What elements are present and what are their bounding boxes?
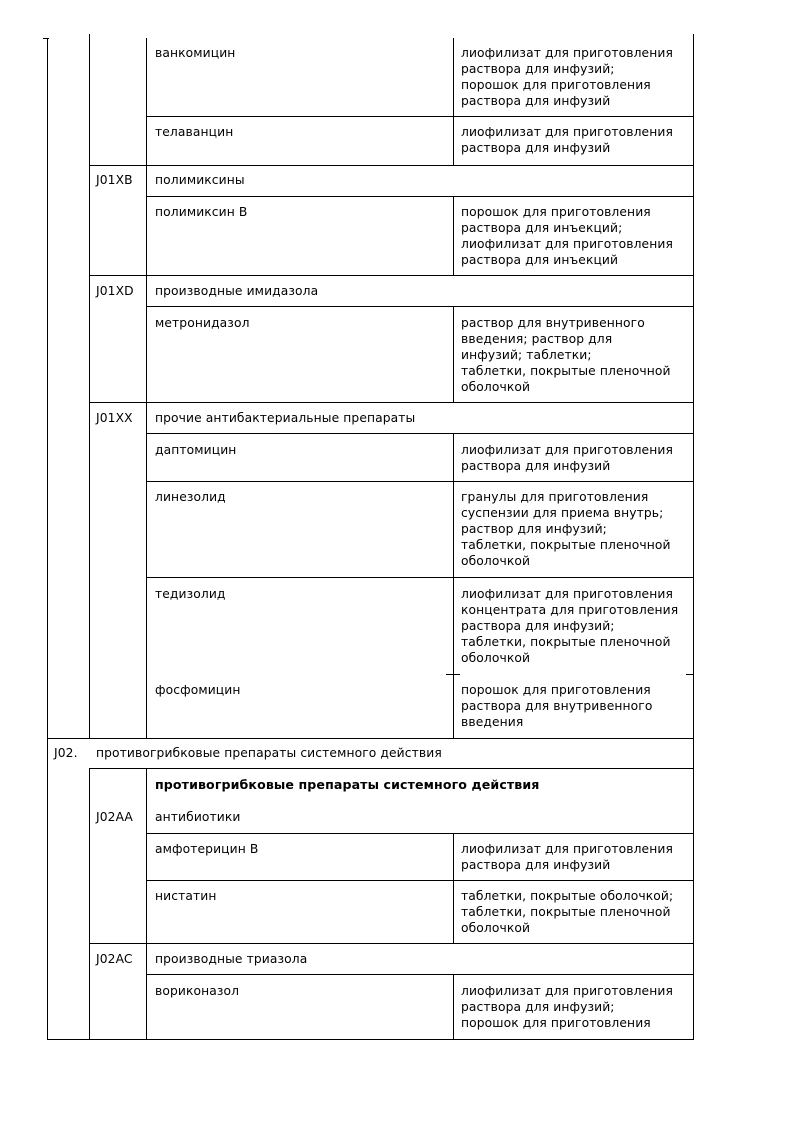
- dosage-form: таблетки, покрытые оболочкой; таблетки, покрытые пленочной оболочкой: [461, 889, 674, 935]
- row-divider: [89, 275, 694, 276]
- drug-name: нистатин: [155, 889, 217, 903]
- group-name: производные имидазола: [155, 284, 319, 298]
- row-divider: [146, 306, 694, 307]
- row-divider: [89, 402, 694, 403]
- group-name: противогрибковые препараты системного действия: [96, 746, 442, 760]
- atc-code: J02AA: [96, 810, 133, 824]
- row-divider: [146, 974, 694, 975]
- row-divider: [89, 768, 694, 769]
- dosage-form: лиофилизат для приготовления раствора для инфузий: [461, 125, 673, 155]
- dosage-form: лиофилизат для приготовления концентрата для приготовления раствора для инфузий; таблетки, покрытые пленочной оболочкой: [461, 587, 679, 665]
- drug-name: даптомицин: [155, 443, 237, 457]
- dosage-form: порошок для приготовления раствора для внутривенного введения: [461, 683, 653, 729]
- row-divider: [146, 577, 694, 578]
- column-divider-3: [453, 38, 454, 165]
- dosage-form: раствор для внутривенного введения; раствор для инфузий; таблетки; таблетки, покрытые пленочной оболочкой: [461, 316, 671, 394]
- drug-name: линезолид: [155, 490, 226, 504]
- dosage-form: лиофилизат для приготовления раствора для инфузий: [461, 842, 673, 872]
- dosage-form: лиофилизат для приготовления раствора для инфузий; порошок для приготовления раствора для инфузий: [461, 46, 673, 108]
- group-name: полимиксины: [155, 173, 245, 187]
- column-divider-2: [146, 38, 147, 738]
- atc-code: J01XX: [96, 411, 133, 425]
- row-divider: [146, 116, 694, 117]
- drug-name: вориконазол: [155, 984, 240, 998]
- row-divider: [48, 738, 694, 739]
- page-break-mark: [686, 674, 694, 675]
- group-name: антибиотики: [155, 810, 241, 824]
- drug-name: амфотерицин B: [155, 842, 259, 856]
- top-tick: [89, 34, 90, 40]
- column-divider-1: [89, 38, 90, 738]
- table-border-right: [693, 38, 694, 1039]
- dosage-form: гранулы для приготовления суспензии для приема внутрь; раствор для инфузий; таблетки, покрытые пленочной оболочкой: [461, 490, 671, 568]
- group-name: прочие антибактериальные препараты: [155, 411, 416, 425]
- atc-code: J02AC: [96, 952, 133, 966]
- column-divider-1: [89, 768, 90, 1039]
- top-tick: [693, 34, 694, 40]
- row-divider: [89, 165, 694, 166]
- drug-name: ванкомицин: [155, 46, 236, 60]
- column-divider-3: [453, 433, 454, 738]
- atc-code: J01XD: [96, 284, 134, 298]
- atc-code: J01XB: [96, 173, 133, 187]
- table-border-bottom: [47, 1039, 694, 1040]
- column-divider-3: [453, 306, 454, 402]
- drug-name: полимиксин B: [155, 205, 248, 219]
- row-divider: [146, 880, 694, 881]
- subgroup-heading: противогрибковые препараты системного действия: [155, 777, 540, 792]
- drug-name: телаванцин: [155, 125, 234, 139]
- drug-name: фосфомицин: [155, 683, 241, 697]
- atc-code: J02.: [54, 746, 78, 760]
- column-divider-2: [146, 768, 147, 1039]
- row-divider: [146, 433, 694, 434]
- row-divider: [146, 481, 694, 482]
- page-break-mark: [446, 674, 460, 675]
- row-divider: [146, 833, 694, 834]
- column-divider-3: [453, 196, 454, 275]
- column-divider-3: [453, 974, 454, 1039]
- group-name: производные триазола: [155, 952, 308, 966]
- row-divider: [89, 943, 694, 944]
- top-tick: [43, 38, 49, 39]
- dosage-form: порошок для приготовления раствора для инъекций; лиофилизат для приготовления раствора для инъекций: [461, 205, 673, 267]
- drug-name: метронидазол: [155, 316, 250, 330]
- column-divider-3: [453, 833, 454, 943]
- row-divider: [146, 196, 694, 197]
- dosage-form: лиофилизат для приготовления раствора для инфузий: [461, 443, 673, 473]
- table-border-left: [47, 38, 48, 1039]
- dosage-form: лиофилизат для приготовления раствора для инфузий; порошок для приготовления: [461, 984, 673, 1030]
- drug-name: тедизолид: [155, 587, 226, 601]
